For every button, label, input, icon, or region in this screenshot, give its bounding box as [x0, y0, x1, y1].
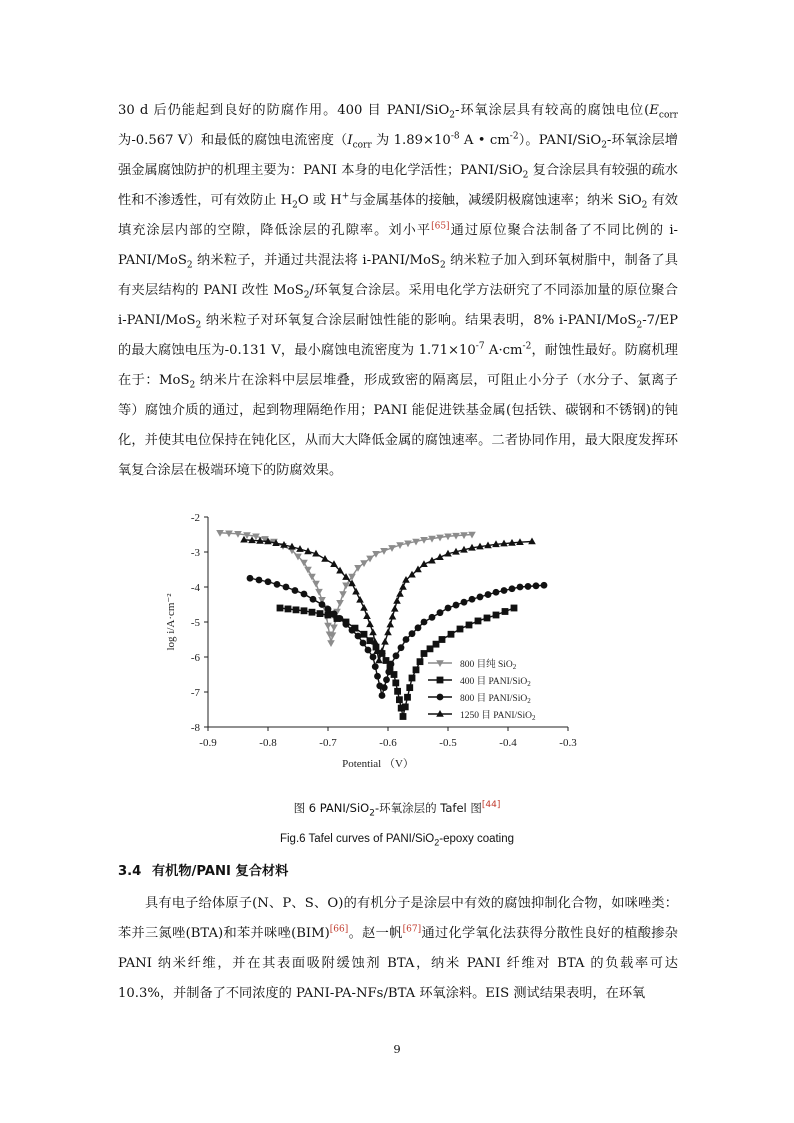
data-point [312, 581, 320, 588]
data-point [396, 590, 404, 597]
data-point [365, 647, 372, 654]
data-point [293, 606, 300, 613]
citation-link-65[interactable]: [65] [431, 221, 450, 232]
data-point [402, 703, 409, 710]
data-point [393, 652, 400, 659]
data-point [274, 581, 281, 588]
data-point [308, 574, 316, 581]
text-run: 具有电子给体原子(N、P、S、O)的有机分子是涂层中有效的腐蚀抑制化合物，如咪唑类：苯并三氮唑(BTA)和苯并咪唑(BIM) [118, 896, 678, 941]
data-point [327, 640, 335, 647]
data-point [325, 612, 332, 619]
data-point [421, 650, 428, 657]
data-point [533, 582, 540, 589]
data-point [379, 692, 386, 699]
section-number: 3.4 [118, 864, 142, 879]
y-tick-label: -3 [190, 547, 200, 559]
data-point [415, 624, 422, 631]
data-point [310, 596, 317, 603]
y-tick-label: -5 [190, 617, 200, 629]
data-point [247, 575, 254, 582]
legend-label: 800 目纯 SiO$_2$ [460, 660, 517, 671]
data-point [421, 619, 428, 626]
text-run: 为-0.567 V）和最低的腐蚀电流密度（ [118, 133, 348, 148]
data-point [370, 654, 377, 661]
legend-item-3 [428, 693, 531, 705]
tafel-chart [160, 505, 580, 785]
data-point [399, 583, 407, 590]
data-point [477, 594, 484, 601]
text-run: 纳米粒子，并通过共混法将 i-PANI/MoS [192, 253, 440, 268]
data-point [445, 605, 452, 612]
subscript: 2 [636, 320, 643, 331]
data-point [413, 666, 420, 673]
chart-legend [428, 658, 536, 722]
text-run: 纳米粒子加入到环氧树脂中，制备了具有夹层结构的 PANI 改性 MoS [118, 253, 678, 298]
data-point [309, 609, 316, 616]
data-point [525, 583, 532, 590]
data-point [388, 661, 395, 668]
data-point [484, 615, 491, 622]
text-run: /环氧复合涂层。采用电化学方法研究了不同添加量的原位聚合 i-PANI/MoS [118, 283, 678, 328]
caption-text: -环氧涂层的 Tafel 图 [374, 801, 482, 815]
subscript: 2 [186, 260, 193, 271]
data-point [385, 668, 392, 675]
data-point [386, 621, 394, 628]
text-run: -环氧涂层具有较高的腐蚀电位( [454, 103, 650, 118]
data-point [360, 640, 367, 647]
data-point [366, 556, 374, 563]
data-point [389, 613, 397, 620]
figure-caption-en [0, 833, 794, 848]
data-point [369, 629, 377, 636]
data-point [509, 585, 516, 592]
caption-text: -epoxy coating [439, 833, 515, 845]
data-point [315, 589, 323, 596]
superscript: -2 [522, 341, 532, 352]
data-point [383, 676, 390, 683]
section-title: 有机物/PANI 复合材料 [151, 864, 289, 879]
data-point [292, 587, 299, 594]
data-point [301, 607, 308, 614]
y-tick-label: -4 [190, 582, 200, 594]
text-run: -7/EP 的最大腐蚀电压为-0.131 V，最小腐蚀电流密度为 1.71×10 [118, 313, 678, 358]
legend-label: 800 目 PANI/SiO$_2$ [460, 694, 531, 705]
text-run: 通过化学氧化法获得分散性良好的植酸掺杂 PANI 纳米纤维，并在其表面吸附缓蚀剂 BTA，纳米 PANI 纤维对 BTA 的负载率可达 10.3%，并制备了不同浓度的 PANI-PA-NFs/BTA 环氧涂料。EIS 测试结果表明，在环氧 [118, 926, 678, 1001]
data-point [356, 596, 364, 603]
x-axis-label: Potential （V） [342, 758, 414, 770]
text-run: 复合涂层具有较强的疏水性和不渗透性，可有效防止 H [118, 163, 678, 208]
data-point [448, 631, 455, 638]
data-point [285, 606, 292, 613]
data-point [325, 606, 332, 613]
text-run: 。赵一帆 [348, 926, 403, 941]
data-point [409, 675, 416, 682]
series-line [244, 540, 532, 661]
subscript: 2 [522, 170, 529, 181]
data-point [360, 604, 368, 611]
data-point [381, 684, 388, 691]
text-run: -环氧涂层增强金属腐蚀防护的机理主要为：PANI 本身的电化学活性；PANI/SiO [118, 133, 678, 178]
x-tick-label: -0.3 [559, 737, 577, 749]
page-number: 9 [393, 1042, 401, 1056]
legend-item-1 [428, 658, 517, 671]
text-run: 30 d 后仍能起到良好的防腐作用。400 目 PANI/SiO [118, 103, 450, 118]
superscript: -7 [475, 341, 485, 352]
x-tick-label: -0.5 [439, 737, 457, 749]
data-point [393, 597, 401, 604]
data-point [466, 622, 473, 629]
x-tick-label: -0.9 [199, 737, 217, 749]
text-run: 为 1.89×10 [371, 133, 451, 148]
series-1 [216, 530, 476, 647]
legend-item-4 [428, 710, 536, 722]
x-tick-label: -0.8 [259, 737, 277, 749]
text-run: 与金属基体的接触，减缓阴极腐蚀速率；纳米 SiO [349, 193, 642, 208]
data-point [396, 696, 403, 703]
subscript: 2 [189, 380, 196, 391]
body-paragraph-2 [118, 889, 678, 1009]
x-tick-label: -0.4 [499, 737, 517, 749]
citation-link-66[interactable]: [66] [329, 924, 349, 935]
data-point [301, 591, 308, 598]
data-point [331, 610, 338, 617]
data-point [502, 608, 509, 615]
caption-text: Fig.6 Tafel curves of PANI/SiO [279, 833, 435, 845]
data-point [352, 588, 360, 595]
data-point [461, 599, 468, 606]
data-point [355, 633, 362, 640]
data-point [400, 713, 407, 720]
data-point [493, 612, 500, 619]
data-point [427, 645, 434, 652]
data-point [336, 600, 344, 607]
y-tick-label: -2 [190, 512, 200, 524]
data-point [372, 663, 379, 670]
data-point [363, 612, 371, 619]
data-point [319, 601, 326, 608]
text-run: A·cm [484, 343, 523, 358]
subscript: 2 [449, 110, 455, 121]
data-point [493, 589, 500, 596]
text-run: ）。PANI/SiO [518, 133, 602, 148]
data-point [457, 626, 464, 633]
legend-item-2 [428, 676, 531, 688]
citation-link-44[interactable]: [44] [481, 800, 501, 811]
data-point [330, 560, 338, 567]
text-run: 纳米粒子对环氧复合涂层耐蚀性能的影响。结果表明，8% i-PANI/MoS [201, 313, 637, 328]
data-point [374, 673, 381, 680]
text-run: ，耐蚀性最好。防腐机理在于：MoS [118, 343, 678, 388]
figure-caption-cn [0, 800, 794, 819]
symbol-icorr: I [347, 133, 353, 148]
legend-marker [437, 694, 444, 701]
data-point [433, 641, 440, 648]
data-point [343, 621, 350, 628]
data-point [372, 551, 380, 558]
y-axis-label: log i/A·cm⁻² [165, 593, 177, 651]
data-point [437, 609, 444, 616]
data-point [361, 631, 368, 638]
data-point [541, 582, 548, 589]
subscript: 2 [434, 837, 440, 848]
caption-text: 图 6 PANI/SiO [293, 801, 370, 815]
citation-link-67[interactable]: [67] [402, 924, 422, 935]
data-point [528, 538, 536, 545]
data-point [381, 638, 389, 645]
text-run: 纳米片在涂料中层层堆叠，形成致密的隔离层，可阻止小分子（水分子、氯离子等）腐蚀介质的通过，起到物理隔绝作用；PANI 能促进铁基金属(包括铁、碳钢和不锈钢)的钝化，并使其电位保持在钝化区，从而大大降低金属的腐蚀速率。二者协同作用，最大限度发挥环氧复合涂层在极端环境下的防腐效果。 [118, 373, 678, 478]
text-run: O 或 H [297, 193, 342, 208]
subscript: 2 [292, 200, 298, 211]
data-point [485, 591, 492, 598]
legend-label: 400 目 PANI/SiO$_2$ [460, 677, 531, 688]
data-point [339, 591, 347, 598]
data-point [337, 615, 344, 622]
superscript: -8 [450, 131, 460, 142]
data-point [409, 630, 416, 637]
data-point [265, 578, 272, 585]
data-point [317, 610, 324, 617]
subscript: 2 [369, 808, 375, 819]
data-point [321, 555, 329, 562]
data-point [406, 684, 413, 691]
data-point [475, 618, 482, 625]
chart-series [216, 530, 547, 720]
data-point [511, 605, 518, 612]
y-tick-label: -6 [190, 652, 200, 664]
data-point [517, 584, 524, 591]
data-point [304, 567, 312, 574]
legend-label: 1250 目 PANI/SiO$_2$ [460, 711, 536, 722]
subscript: 2 [641, 200, 648, 211]
data-point [277, 605, 284, 612]
data-point [398, 644, 405, 651]
y-tick-label: -7 [190, 687, 200, 699]
superscript: + [341, 191, 350, 202]
data-point [453, 602, 460, 609]
text-run: A • cm [459, 133, 510, 148]
data-point [439, 636, 446, 643]
data-point [501, 587, 508, 594]
subscript: 2 [195, 320, 202, 331]
data-point [256, 577, 263, 584]
section-heading [118, 860, 288, 879]
data-point [349, 627, 356, 634]
subscript: corr [658, 110, 678, 121]
subscript: corr [352, 140, 372, 151]
symbol-ecorr: E [649, 103, 659, 118]
data-point [404, 694, 411, 701]
text-run: 有效填充涂层内部的空隙，降低涂层的孔隙率。刘小平 [118, 193, 678, 238]
subscript: 2 [303, 290, 310, 301]
data-point [429, 614, 436, 621]
data-point [324, 623, 332, 630]
data-point [366, 620, 374, 627]
x-tick-label: -0.7 [319, 737, 337, 749]
data-point [403, 636, 410, 643]
superscript: -2 [509, 131, 519, 142]
body-paragraph-1 [118, 96, 678, 486]
data-point [417, 658, 424, 665]
data-point [360, 560, 368, 567]
data-point [469, 596, 476, 603]
data-point [384, 629, 392, 636]
subscript: 2 [601, 140, 607, 151]
data-point [283, 584, 290, 591]
legend-marker [437, 677, 444, 684]
data-point [392, 680, 399, 687]
data-point [330, 624, 338, 631]
series-4 [240, 536, 536, 664]
data-point [394, 688, 401, 695]
text-run: 通过原位聚合法制备了不同比例的 i-PANI/MoS [118, 223, 678, 268]
data-point [391, 605, 399, 612]
subscript: 2 [439, 260, 446, 271]
x-tick-label: -0.6 [379, 737, 397, 749]
y-tick-label: -8 [190, 722, 200, 734]
data-point [300, 560, 308, 567]
